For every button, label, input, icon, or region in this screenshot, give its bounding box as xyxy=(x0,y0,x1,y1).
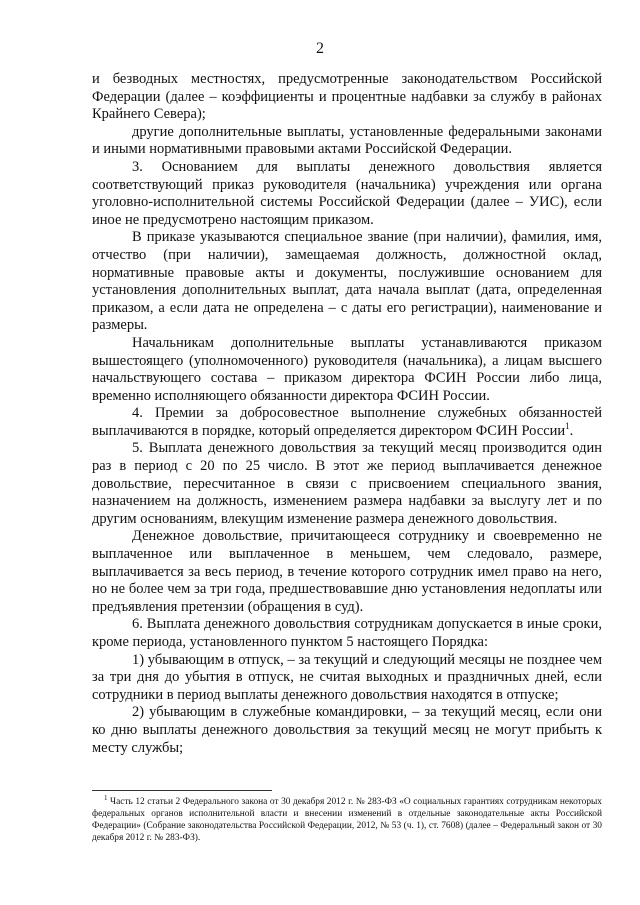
paragraph xyxy=(92,704,602,757)
paragraph-text: и безводных местностях, предусмотренные законодательством Российской Федерации (далее – коэффициенты и процентные надбавки за службу в районах Крайнего Севера); xyxy=(92,71,602,123)
paragraph-text: другие дополнительные выплаты, установленные федеральными законами и иными нормативными правовыми актами Российской Федерации. xyxy=(92,123,602,158)
paragraph-text: Денежное довольствие, причитающееся сотруднику и своевременно не выплаченное или выплаченное в меньшем, чем следовало, размере, выплачивается за весь период, в течение которого сотрудник имел право на него, но не более чем за три года, предшествовавшие дню установления недоплаты или предъявления претензии (обращения в суд). xyxy=(92,528,602,615)
paragraph-text: 3. Основанием для выплаты денежного довольствия является соответствующий приказ руководителя (начальника) учреждения или органа уголовно-исполнительной системы Российской Федерации (далее – УИС), если иное не предусмотрено настоящим приказом. xyxy=(92,158,602,228)
footnote-text: Часть 12 статьи 2 Федерального закона от 30 декабря 2012 г. № 283-ФЗ «О социальных гарантиях сотрудникам некоторых федеральных органов исполнительной власти и внесении изменений в отдельные законодательные акты Российской Федерации» (Собрание законодательства Российской Федерации, 2012, № 53 (ч. 1), ст. 7608) (далее – Федеральный закон от 30 декабря 2012 г. № 283-ФЗ). xyxy=(92,797,602,843)
footnote xyxy=(92,793,602,844)
document-body xyxy=(92,71,602,757)
paragraph xyxy=(92,229,602,335)
paragraph-tail: . xyxy=(569,422,574,439)
paragraph xyxy=(92,440,602,528)
footnote-divider xyxy=(92,790,272,791)
paragraph-text: 4. Премии за добросовестное выполнение служебных обязанностей выплачиваются в порядке, который определяется директором ФСИН России xyxy=(92,405,602,439)
paragraph-text: 1) убывающим в отпуск, – за текущий и следующий месяцы не позднее чем за три дня до убытия в отпуск, не считая выходных и праздничных дней, если сотрудники в период выплаты денежного довольствия находятся в отпуске; xyxy=(92,651,602,703)
paragraph xyxy=(92,71,602,124)
paragraph xyxy=(92,405,602,440)
paragraph xyxy=(92,616,602,651)
paragraph xyxy=(92,528,602,616)
page-number: 2 xyxy=(316,40,324,57)
footnote-marker: 1 xyxy=(104,793,108,802)
paragraph xyxy=(92,159,602,229)
paragraph-text: В приказе указываются специальное звание (при наличии), фамилия, имя, отчество (при наличии), замещаемая должность, должностной оклад, нормативные правовые акты и документы, послужившие основанием для установления дополнительных выплат, дата начала выплат (дата, определенная приказом, а если дата не определена – с даты его регистрации), наименование и размеры. xyxy=(92,229,602,334)
paragraph-text: 5. Выплата денежного довольствия за текущий месяц производится один раз в период с 20 по 25 число. В этот же период выплачивается денежное довольствие, пересчитанное в связи с присвоением специального звания, назначением на должность, изменением размера надбавки за выслугу лет и по другим основаниям, влекущим изменение размера денежного довольствия. xyxy=(92,440,602,527)
paragraph-text: 2) убывающим в служебные командировки, – за текущий месяц, если они ко дню выплаты денежного довольствия за текущий месяц не могут прибыть к месту службы; xyxy=(92,704,602,756)
paragraph-text: Начальникам дополнительные выплаты устанавливаются приказом вышестоящего (уполномоченного) руководителя (начальника), а лицам высшего начальствующего состава – приказом директора ФСИН России либо лица, временно исполняющего обязанности директора ФСИН России. xyxy=(92,334,602,404)
footnote-ref: 1 xyxy=(565,421,570,432)
paragraph-text: 6. Выплата денежного довольствия сотрудникам допускается в иные сроки, кроме периода, установленного пунктом 5 настоящего Порядка: xyxy=(92,616,602,650)
paragraph xyxy=(92,652,602,705)
paragraph xyxy=(92,335,602,405)
paragraph xyxy=(92,124,602,159)
